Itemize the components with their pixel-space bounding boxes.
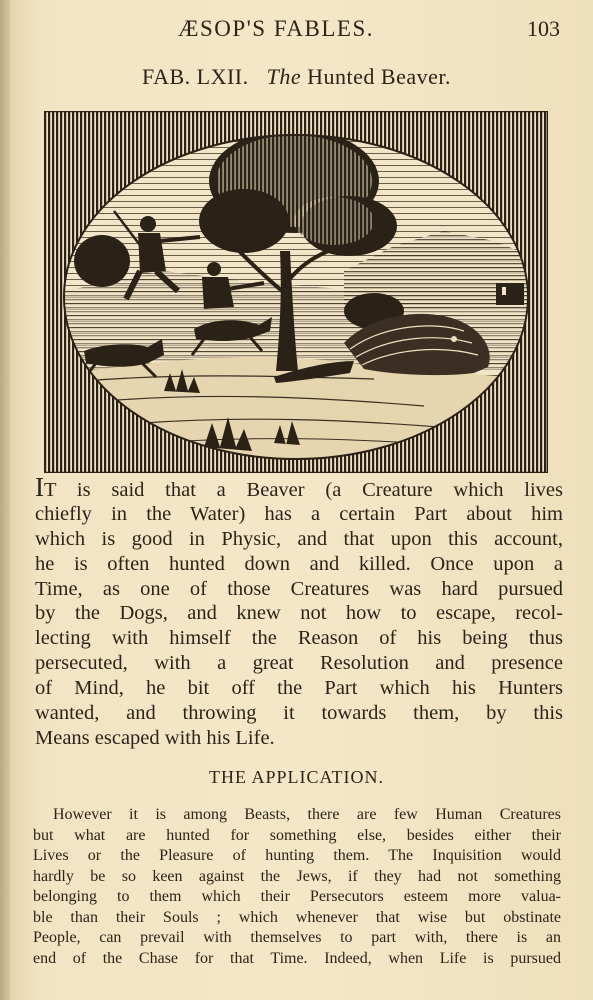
fable-title: Hunted Beaver. xyxy=(307,64,451,89)
application-text-line: Lives or the Pleasure of hunting them. The Inquisition would xyxy=(33,847,561,864)
woodcut-illustration xyxy=(44,111,548,473)
application-text xyxy=(33,805,561,969)
fable-text-line: lecting with himself the Reason of his being thus xyxy=(35,627,563,650)
fable-text-line: which is good in Physic, and that upon this account, xyxy=(35,527,563,550)
application-heading: THE APPLICATION. xyxy=(208,767,384,787)
fable-text-line: Means escaped with his Life. xyxy=(35,726,275,749)
drop-cap: I xyxy=(35,472,44,502)
application-text-line: but what are hunted for something else, besides either their xyxy=(33,826,561,844)
fable-text-line: by the Dogs, and knew not how to escape, recol- xyxy=(35,602,563,625)
application-text-line: ble than their Souls ; which whenever that wise but obstinate xyxy=(33,908,561,926)
fable-title-italic: The xyxy=(266,64,302,89)
page-gutter xyxy=(0,0,10,1000)
running-title: ÆSOP'S FABLES. xyxy=(178,16,375,41)
fable-text-line: chiefly in the Water) has a certain Part about him xyxy=(35,502,563,525)
application-text-line: belonging to them which their Persecutors esteem more valua- xyxy=(33,888,561,905)
fable-text-line: persecuted, with a great Resolution and presence xyxy=(35,652,563,675)
fable-text-line: he is often hunted down and killed. Once upon a xyxy=(35,552,563,575)
fable-text-line: wanted, and throwing it towards them, by this xyxy=(35,702,563,725)
application-text-line: hardly be so keen against the Jews, if they had not something xyxy=(33,867,561,885)
fable-text-line: IT is said that a Beaver (a Creature which lives xyxy=(35,472,563,502)
fable-text-line: Time, as one of those Creatures was hard pursued xyxy=(35,577,563,600)
application-text-line: However it is among Beasts, there are few Human Creatures xyxy=(53,806,561,823)
page-number: 103 xyxy=(527,16,560,41)
fable-text-line: of Mind, he bit off the Part which his Hunters xyxy=(35,677,563,700)
fable-text xyxy=(35,472,563,751)
fable-number: FAB. LXII. xyxy=(141,64,249,89)
application-text-line: People, can prevail with themselves to part with, there is an xyxy=(33,929,561,946)
running-head xyxy=(0,14,593,48)
fable-heading xyxy=(0,64,593,90)
application-text-line: end of the Chase for that Time. Indeed, when Life is pursued xyxy=(33,949,561,967)
